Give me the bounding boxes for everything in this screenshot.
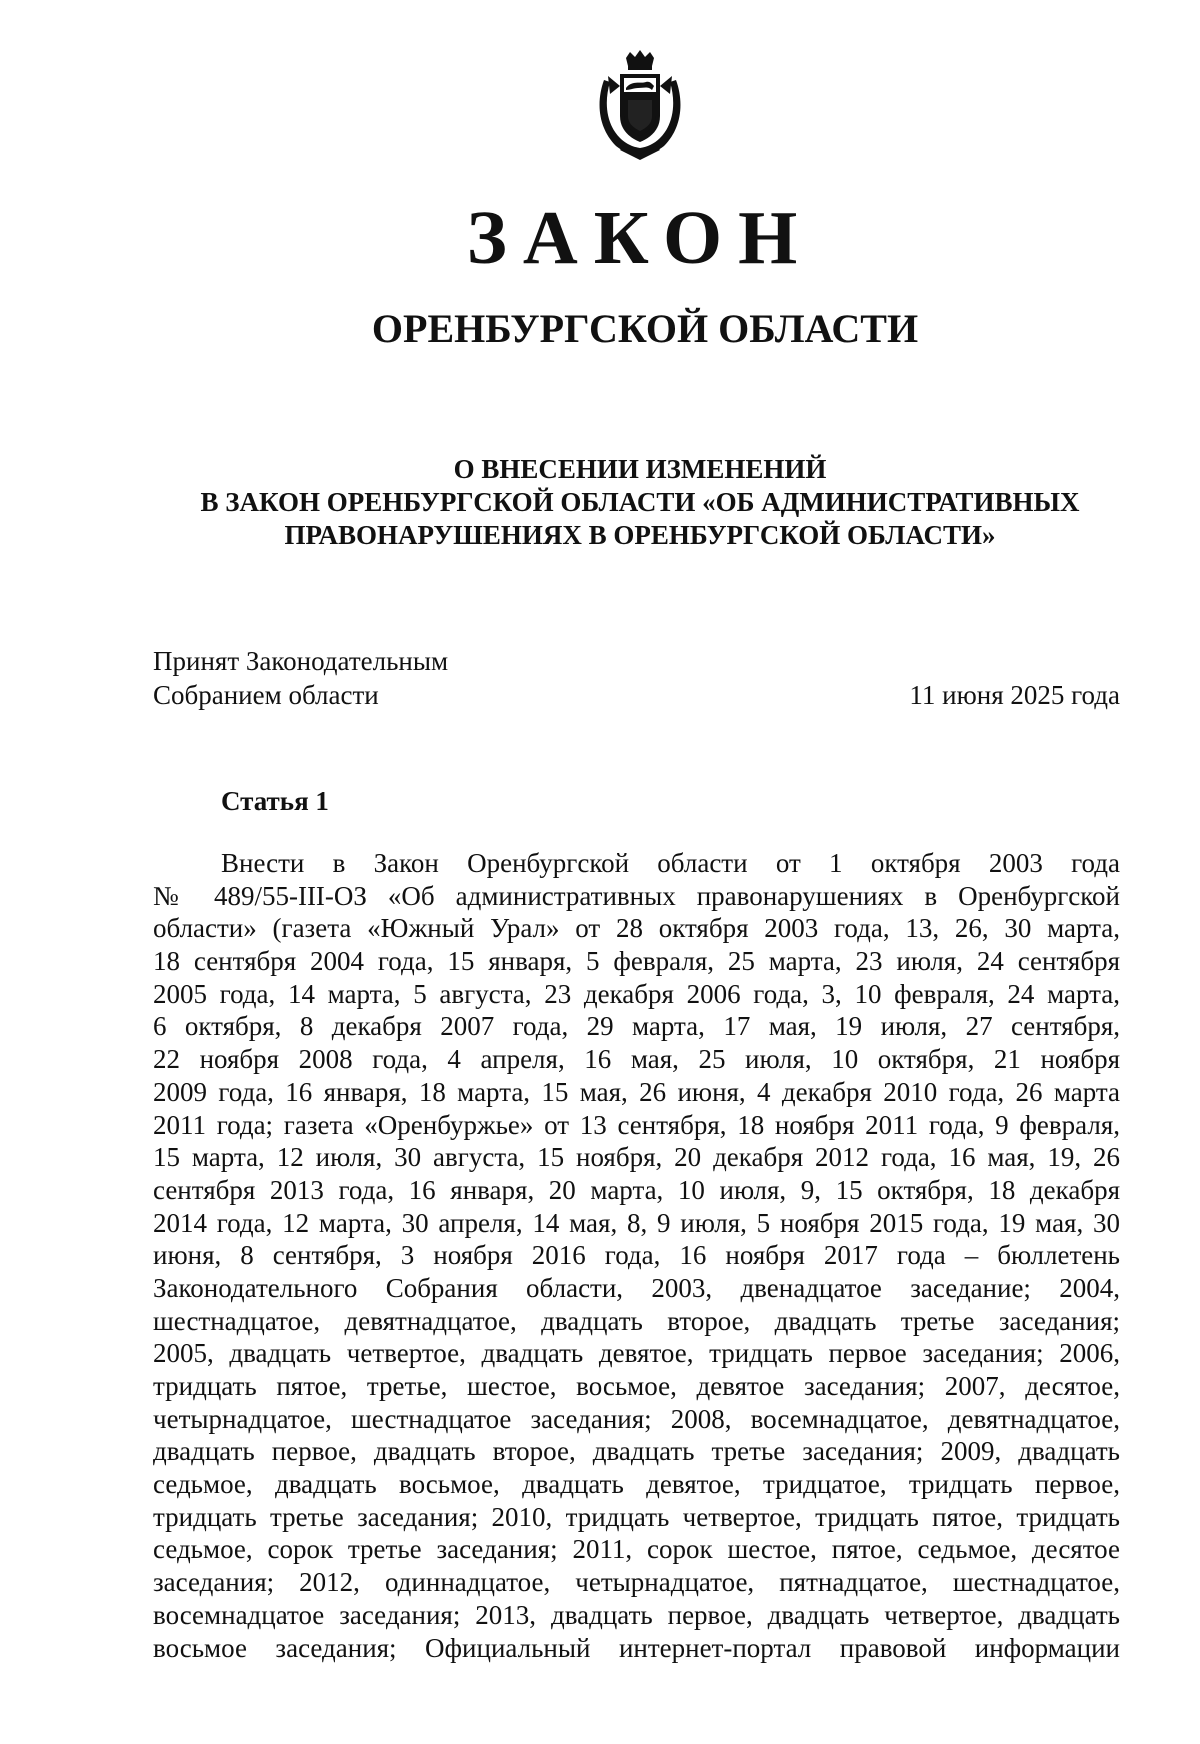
article-heading: Статья 1 — [221, 786, 329, 816]
law-title: ЗАКОН — [466, 196, 814, 280]
adoption-line: Собранием области — [153, 680, 379, 710]
article-line: 2009 года, 16 января, 18 марта, 15 мая, 26 июня, 4 декабря 2010 года, 26 марта — [153, 1076, 1120, 1107]
article-line: 2011 года; газета «Оренбуржье» от 13 сентября, 18 ноября 2011 года, 9 февраля, — [153, 1109, 1120, 1140]
law-subject — [150, 453, 1130, 552]
adoption-statement — [153, 644, 448, 712]
article-line: седьмое, двадцать восьмое, двадцать девятое, тридцатое, тридцать первое, — [153, 1469, 1120, 1500]
article-line: восемнадцатое заседания; 2013, двадцать первое, двадцать четвертое, двадцать — [153, 1599, 1120, 1630]
article-line: области» (газета «Южный Урал» от 28 октября 2003 года, 13, 26, 30 марта, — [153, 913, 1120, 944]
article-line: 2005, двадцать четвертое, двадцать девятое, тридцать первое заседания; 2006, — [153, 1338, 1120, 1369]
region-title: ОРЕНБУРГСКОЙ ОБЛАСТИ — [371, 306, 919, 351]
article-line: восьмое заседания; Официальный интернет-портал правовой информации — [153, 1632, 1120, 1663]
article-body — [153, 847, 1120, 1664]
article-line: 6 октября, 8 декабря 2007 года, 29 марта, 17 мая, 19 июля, 27 сентября, — [153, 1011, 1120, 1042]
article-line: № 489/55-III-ОЗ «Об административных правонарушениях в Оренбургской — [153, 880, 1120, 911]
subject-line: В ЗАКОН ОРЕНБУРГСКОЙ ОБЛАСТИ «ОБ АДМИНИСТРАТИВНЫХ — [200, 487, 1080, 517]
article-line: Законодательного Собрания области, 2003, двенадцатое заседание; 2004, — [153, 1272, 1120, 1303]
article-line: сентября 2013 года, 16 января, 20 марта, 10 июля, 9, 15 октября, 18 декабря — [153, 1174, 1120, 1205]
adoption-date: 11 июня 2025 года — [909, 680, 1120, 710]
article-line: 15 марта, 12 июля, 30 августа, 15 ноября, 20 декабря 2012 года, 16 мая, 19, 26 — [153, 1142, 1120, 1173]
article-line: 2014 года, 12 марта, 30 апреля, 14 мая, 8, 9 июля, 5 ноября 2015 года, 19 мая, 30 — [153, 1207, 1120, 1238]
article-line: Внести в Закон Оренбургской области от 1 октября 2003 года — [221, 848, 1120, 878]
article-line: седьмое, сорок третье заседания; 2011, сорок шестое, пятое, седьмое, десятое — [153, 1534, 1120, 1565]
article-line: тридцать третье заседания; 2010, тридцать четвертое, тридцать пятое, тридцать — [153, 1501, 1120, 1532]
subject-line: ПРАВОНАРУШЕНИЯХ В ОРЕНБУРГСКОЙ ОБЛАСТИ» — [284, 520, 996, 550]
article-line: тридцать пятое, третье, шестое, восьмое, девятое заседания; 2007, десятое, — [153, 1371, 1120, 1401]
article-line: 22 ноября 2008 года, 4 апреля, 16 мая, 25 июля, 10 октября, 21 ноября — [153, 1044, 1120, 1075]
article-line: 18 сентября 2004 года, 15 января, 5 февраля, 25 марта, 23 июля, 24 сентября — [153, 946, 1120, 977]
article-line: четырнадцатое, шестнадцатое заседания; 2008, восемнадцатое, девятнадцатое, — [153, 1403, 1120, 1434]
adoption-line: Принят Законодательным — [153, 646, 449, 676]
article-line: июня, 8 сентября, 3 ноября 2016 года, 16 ноября 2017 года – бюллетень — [153, 1240, 1120, 1271]
article-line: 2005 года, 14 марта, 5 августа, 23 декабря 2006 года, 3, 10 февраля, 24 марта, — [153, 978, 1120, 1009]
coat-of-arms-icon — [590, 50, 690, 162]
article-line: шестнадцатое, девятнадцатое, двадцать второе, двадцать третье заседания; — [153, 1305, 1120, 1336]
article-line: заседания; 2012, одиннадцатое, четырнадцатое, пятнадцатое, шестнадцатое, — [153, 1567, 1120, 1598]
subject-line: О ВНЕСЕНИИ ИЗМЕНЕНИЙ — [453, 454, 827, 484]
article-line: двадцать первое, двадцать второе, двадцать третье заседания; 2009, двадцать — [153, 1436, 1120, 1467]
